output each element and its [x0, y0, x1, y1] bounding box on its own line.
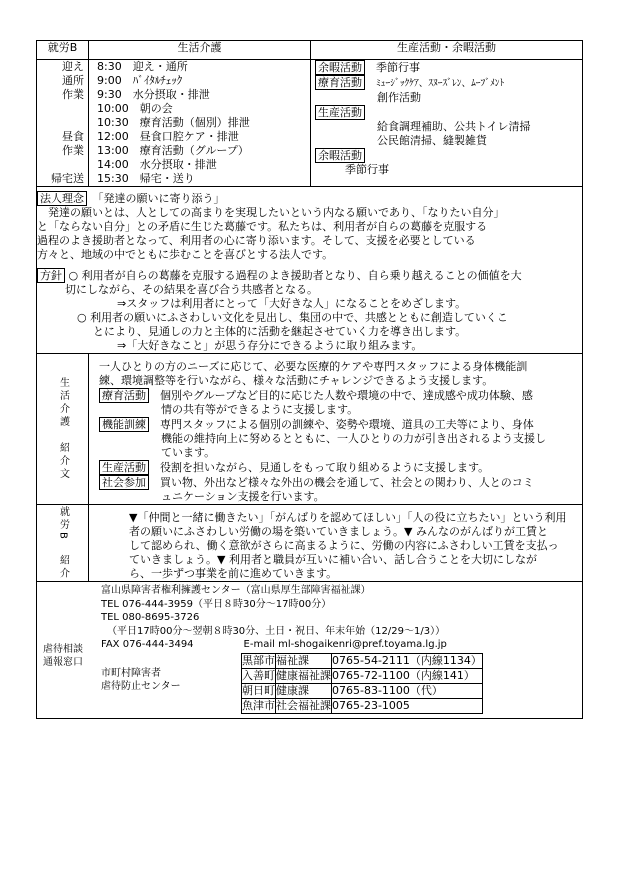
muni-tel: 0765-23-1005 — [332, 698, 483, 713]
schedule-left — [37, 60, 89, 187]
sched-left-item: 迎え — [62, 60, 84, 73]
seikatsu-item-text: 情の共有等ができるように支援します。 — [161, 403, 359, 416]
muni-label-line: 市町村障害者 — [101, 667, 161, 679]
contact-email: E-mail ml-shogaikenri@pref.toyama.lg.jp — [243, 639, 447, 650]
activity-text: ﾐｭｰｼﾞｯｸｹｱ、ｽﾇｰｽﾞﾚﾝ、ﾑｰﾌﾞﾒﾝﾄ — [376, 78, 505, 89]
activity-text: 季節行事 — [376, 61, 420, 74]
philosophy-line: 発達の願いとは、人としての高まりを実現したいという内なる願いであり、「なりたい自分」 — [37, 206, 505, 219]
muni-label — [101, 653, 241, 714]
muni-table — [241, 653, 483, 714]
sched-time-item: 14:00 水分摂取・排泄 — [97, 158, 217, 171]
activity-text: 季節行事 — [345, 163, 389, 176]
seikatsu-item-label: 機能訓練 — [99, 417, 149, 432]
seikatsu-intro: 一人ひとりの方のニーズに応じて、必要な医療的ケアや専門スタッフによる身体機能訓 — [99, 360, 528, 373]
policy-line: とにより、見通しの力と主体的に活動を継起させていく力を導き出します。 — [93, 325, 467, 338]
sched-time-item: 9:30 水分摂取・排泄 — [97, 88, 210, 101]
contact-tel: TEL 076-444-3959（平日８時30分～17時00分） — [101, 598, 332, 610]
seikatsu-item-text: 個別やグループなど目的に応じた人数や環境の中で、達成感や成功体験、感 — [160, 389, 533, 402]
sched-time-item: 15:30 帰宅・送り — [97, 172, 195, 185]
contact-body — [89, 584, 582, 714]
shuro-row — [37, 505, 583, 582]
policy-note: ⇒スタッフは利用者にとって「大好きな人」になることをめざします。 — [117, 297, 467, 310]
policy-line: ○ 利用者の願いにふさわしい文化を見出し、集団の中で、共感とともに創造していくこ — [77, 311, 508, 324]
seikatsu-item-text: 機能の維持向上に努めるとともに、一人ひとりの力が引き出されるよう支援し — [161, 432, 546, 445]
contact-tel: TEL 080-8695-3726 — [101, 612, 200, 623]
contact-section — [37, 582, 583, 719]
seikatsu-row — [37, 354, 583, 505]
activity-text: 給食調理補助、公共トイレ清掃 — [377, 120, 531, 133]
seikatsu-item-label: 療育活動 — [99, 388, 149, 403]
philosophy-line: 方々と、地域の中でともに歩むことを喜びとする法人です。 — [37, 248, 334, 261]
activity-text: 公民館清掃、縫製雑貨 — [377, 134, 487, 147]
sched-time-item: 10:30 療育活動（個別）排泄 — [97, 116, 250, 129]
activity-label: 余暇活動 — [315, 60, 365, 75]
activity-text: 創作活動 — [377, 91, 421, 104]
seikatsu-item-text: 買い物、外出など様々な外出の機会を通して、社会との関わり、人とのコミ — [160, 476, 534, 489]
sched-time-item: 10:00 朝の会 — [97, 102, 173, 115]
shuro-line: ▼「仲間と一緒に働きたい」「がんばりを認めてほしい」「人の役に立ちたい」という利用 — [129, 511, 567, 524]
philosophy-label: 法人理念 — [37, 191, 87, 206]
sched-left-item: 作業 — [62, 144, 84, 157]
seikatsu-side — [37, 354, 89, 505]
muni-label-line: 虐待防止センター — [101, 681, 181, 692]
contact-tel-note: （平日17時00分～翌朝８時30分、土日・祝日、年末年始（12/29～1/3）） — [107, 625, 446, 637]
schedule-activities — [311, 60, 583, 187]
muni-city: 魚津市 — [242, 698, 275, 712]
header-shuro: 就労B — [37, 41, 89, 60]
seikatsu-item-text: 専門スタッフによる個別の訓練や、姿勢や環境、道具の工夫等により、身体 — [160, 418, 534, 431]
table-row — [242, 698, 483, 713]
contact-org: 富山県障害者権利擁護センター（富山県厚生部障害福祉課） — [101, 585, 371, 596]
policy-line: 切にしながら、その結果を喜び合う共感者となる。 — [65, 283, 318, 296]
muni-block — [101, 653, 582, 714]
main-table — [36, 40, 583, 719]
sched-left-item: 通所 — [62, 74, 84, 87]
sched-left-item: 帰宅送 — [51, 172, 84, 185]
sched-time-item: 9:00 ﾊﾞｲﾀﾙﾁｪｯｸ — [97, 74, 183, 87]
philosophy-row — [37, 187, 583, 354]
muni-city: 入善町 — [242, 668, 275, 682]
policy-label: 方針 — [37, 268, 65, 283]
contact-fax: FAX 076-444-3494 — [101, 639, 194, 650]
header-seisan: 生産活動・余暇活動 — [311, 41, 583, 60]
philosophy-title: 「発達の願いに寄り添う」 — [98, 192, 225, 205]
sched-time-item: 12:00 昼食口腔ケア・排泄 — [97, 130, 239, 143]
header-row — [37, 41, 583, 60]
muni-dept: 健康福祉課 — [276, 668, 331, 682]
philosophy-line: と「ならない自分」との矛盾に生じた葛藤です。私たちは、利用者が自らの葛藤を克服する — [37, 220, 488, 233]
contact-side — [37, 584, 89, 714]
sched-left-item: 昼食 — [62, 130, 84, 143]
table-row — [242, 653, 483, 668]
philosophy-section — [37, 187, 583, 354]
shuro-line: 者の願いにふさわしい労働の場を築いていきましょう。▼ みんなのがんばりが工賃と — [129, 525, 548, 538]
contact-side-label: 通報窓口 — [43, 656, 83, 668]
contact-row — [37, 582, 583, 719]
muni-city: 黒部市 — [242, 653, 275, 667]
shuro-section — [89, 505, 583, 582]
shuro-line: ていきましょう。▼ 利用者と職員が互いに補い合い、話し合うことを大切にしなが — [129, 553, 537, 566]
activity-label: 療育活動 — [315, 75, 365, 90]
sched-time-item: 13:00 療育活動（グループ） — [97, 144, 249, 157]
table-row — [242, 683, 483, 698]
schedule-times — [89, 60, 311, 187]
seikatsu-side-label: 生活介護 紹介文 — [57, 377, 69, 481]
document-page — [36, 40, 582, 719]
policy-note: ⇒「大好きなこと」が思う存分にできるように取り組みます。 — [117, 339, 423, 352]
muni-dept: 福祉課 — [276, 653, 332, 668]
seikatsu-item-label: 生産活動 — [99, 460, 149, 475]
activity-label: 生産活動 — [315, 105, 365, 120]
contact-side-label: 虐待相談 — [43, 643, 83, 655]
muni-dept: 健康課 — [276, 683, 332, 698]
muni-dept: 社会福祉課 — [276, 698, 331, 712]
sched-left-item: 作業 — [62, 88, 84, 101]
shuro-line: して認められ、働く意欲がさらに高まるように、労働の内容にふさわしい工賃を支払っ — [129, 539, 559, 552]
muni-tel: 0765-54-2111（内線1134） — [332, 653, 482, 667]
muni-city: 朝日町 — [242, 683, 275, 697]
seikatsu-intro: 練、環境調整等を行いながら、様々な活動にチャレンジできるよう支援します。 — [99, 374, 494, 387]
shuro-side-label: 就労B 紹介 — [57, 505, 69, 581]
muni-tel: 0765-83-1100（代） — [332, 683, 483, 698]
policy-line: ○ 利用者が自らの葛藤を克服する過程のよき援助者となり、自ら乗り越えることの価値を大 — [68, 269, 522, 282]
seikatsu-item-text: 役割を担いながら、見通しをもって取り組めるように支援します。 — [160, 461, 490, 474]
shuro-line: ら、一歩ずつ事業を前に進めていきます。 — [129, 567, 338, 580]
activity-label: 余暇活動 — [315, 148, 365, 163]
table-row — [242, 668, 483, 683]
seikatsu-item-label: 社会参加 — [99, 475, 149, 490]
seikatsu-section — [89, 354, 583, 505]
muni-tel: 0765-72-1100（内線141） — [332, 668, 483, 683]
philosophy-line: 過程のよき援助者となって、利用者の心に寄り添います。そして、支援を必要としている — [37, 234, 476, 247]
sched-time-item: 8:30 迎え・通所 — [97, 60, 188, 73]
contact-layout — [37, 584, 582, 714]
shuro-side — [37, 505, 89, 582]
seikatsu-item-text: ています。 — [161, 446, 216, 459]
seikatsu-item-text: ュニケーション支援を行います。 — [161, 490, 325, 503]
header-seikatsu: 生活介護 — [89, 41, 311, 60]
schedule-row — [37, 60, 583, 187]
